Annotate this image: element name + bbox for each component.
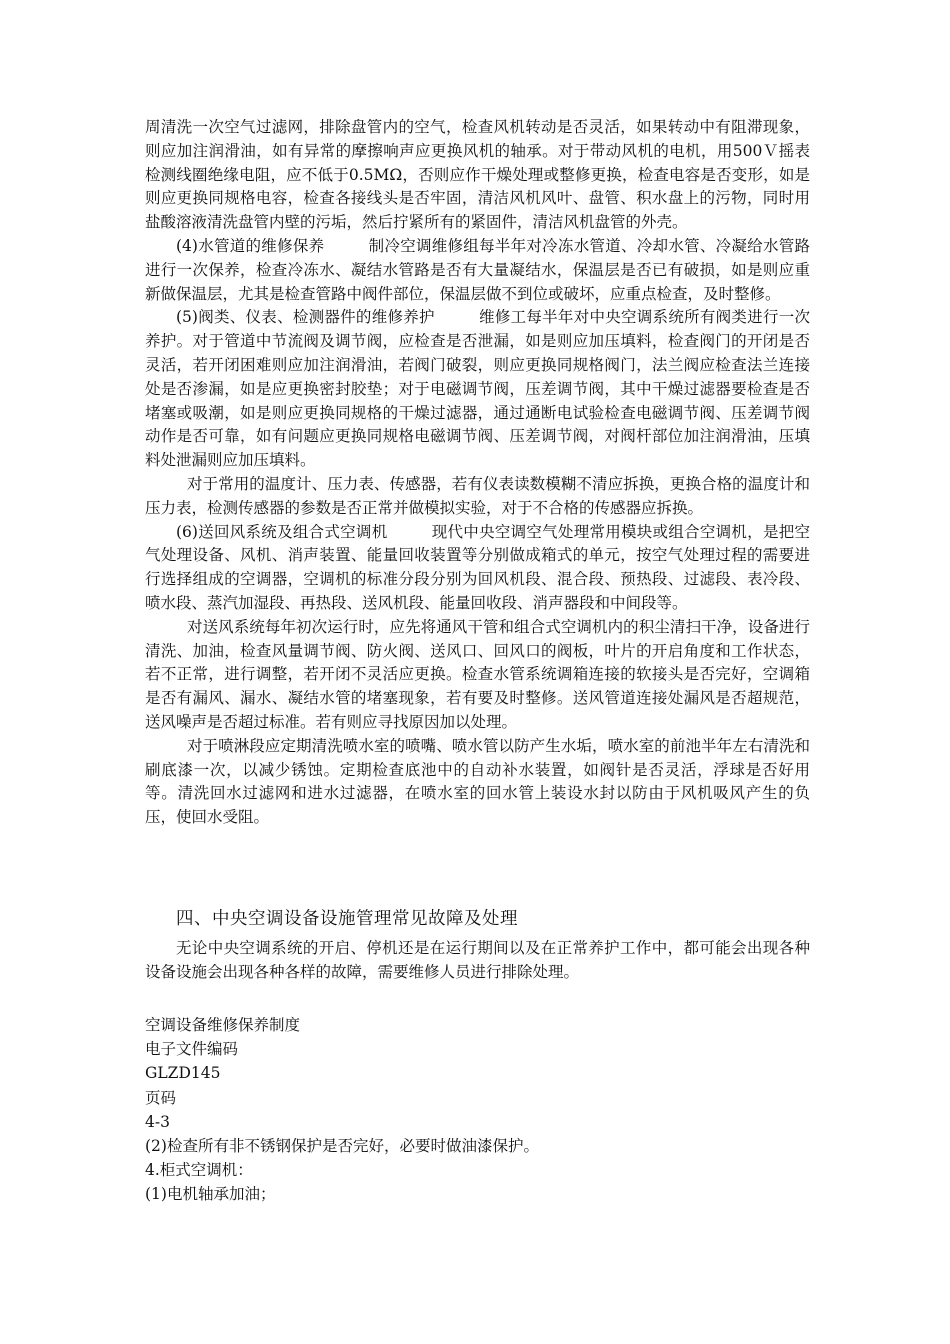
footer-line-page-label: 页码 [145, 1088, 177, 1107]
paragraph-valves [145, 306, 810, 473]
footer-line-code-label: 电子文件编码 [145, 1040, 239, 1059]
footer-line-item-1: (1)电机轴承加油； [145, 1185, 276, 1204]
section-text-air-system: 现代中央空调空气处理常用模块或组合空调机，是把空气处理设备、风机、消声装置、能量回收装置等分别做成箱式的单元，按空气处理过程的需要进行选择组成的空调器，空调机的标准分段分别为回风机段、混合段、预热段、过滤段、表冷段、喷水段、蒸汽加湿段、再热段、送风机段、能量回收段、消声器段和中间段等。 [145, 522, 810, 612]
footer-line-item-2: (2)检查所有非不锈钢保护是否完好，必要时做油漆保护。 [145, 1137, 539, 1156]
paragraph-faults-intro: 无论中央空调系统的开启、停机还是在运行期间以及在正常养护工作中，都可能会出现各种设备设施会出现各种各样的故障，需要维修人员进行排除处理。 [145, 939, 810, 981]
footer-line-cabinet-ac: 4.柜式空调机： [145, 1161, 253, 1180]
paragraph-air-system [145, 521, 810, 616]
section-text-water-pipe: 制冷空调维修组每半年对冷冻水管道、冷却水管、冷凝给水管路进行一次保养，检查冷冻水、凝结水管路是否有大量凝结水，保温层是否已有破损，如是则应重新做保温层，尤其是检查管路中阀件部位，保温层做不到位或破坏，应重点检查，及时整修。 [145, 236, 810, 303]
section-text-valves: 维修工每半年对中央空调系统所有阀类进行一次养护。对于管道中节流阀及调节阀，应检查是否泄漏，如是则应加压填料，检查阀门的开闭是否灵活，若开闭困难则应加注润滑油，若阀门破裂，则应更换同规格阀门，法兰阀应检查法兰连接处是否渗漏，如是应更换密封胶垫；对于电磁调节阀，压差调节阀，其中干燥过滤器要检查是否堵塞或吸潮，如是则应更换同规格的干燥过滤器，通过通断电试验检查电磁调节阀、压差调节阀动作是否可靠，如有问题应更换同规格电磁调节阀、压差调节阀，对阀杆部位加注润滑油，压填料处泄漏则应加压填料。 [145, 308, 810, 470]
document-body [145, 116, 810, 830]
paragraph-spray-section: 对于喷淋段应定期清洗喷水室的喷嘴、喷水管以防产生水垢，喷水室的前池半年左右清洗和刷底漆一次，以减少锈蚀。定期检查底池中的自动补水装置，如阀针是否灵活，浮球是否好用等。清洗回水过滤网和进水过滤器，在喷水室的回水管上装设水封以防由于风机吸风产生的负压，使回水受阻。 [145, 736, 810, 827]
paragraph-air-supply: 对送风系统每年初次运行时，应先将通风干管和组合式空调机内的积尘清扫干净，设备进行清洗、加油，检查风量调节阀、防火阀、送风口、回风口的阀板，叶片的开启角度和工作状态，若不正常，进行调整，若开闭不灵活应更换。检查水管系统调箱连接的软接头是否完好，空调箱是否有漏风、漏水、凝结水管的堵塞现象，若有要及时整修。送风管道连接处漏风是否超规范，送风噪声是否超过标准。若有则应寻找原因加以处理。 [145, 617, 810, 731]
paragraph-instruments: 对于常用的温度计、压力表、传感器，若有仪表读数模糊不清应拆换，更换合格的温度计和压力表，检测传感器的参数是否正常并做模拟实验，对于不合格的传感器应拆换。 [145, 474, 810, 517]
footer-line-page-number: 4-3 [145, 1112, 170, 1131]
section-heading: 四、中央空调设备设施管理常见故障及处理 [176, 909, 518, 929]
footer-line-code: GLZD145 [145, 1064, 221, 1083]
section-title-valves: (5)阀类、仪表、检测器件的维修养护 [176, 308, 435, 327]
section-title-air-system: (6)送回风系统及组合式空调机 [176, 522, 388, 541]
paragraph-fan-coil: 周清洗一次空气过滤网，排除盘管内的空气，检查风机转动是否灵活，如果转动中有阻滞现象，则应加注润滑油，如有异常的摩擦响声应更换风机的轴承。对于带动风机的电机，用500Ｖ摇表检测线圈绝缘电阻，应不低于0.5MΩ，否则应作干燥处理或整修更换，检查电容是否变形，如是则应更换同规格电容，检查各接线头是否牢固，清洁风机风叶、盘管、积水盘上的污物，同时用盐酸溶液清洗盘管内壁的污垢，然后拧紧所有的紧固件，清洁风机盘管的外壳。 [145, 118, 810, 232]
paragraph-water-pipe [145, 235, 810, 306]
document-footer [145, 1013, 810, 1207]
footer-line-title: 空调设备维修保养制度 [145, 1016, 301, 1034]
section-title-water-pipe: (4)水管道的维修保养 [176, 236, 325, 255]
